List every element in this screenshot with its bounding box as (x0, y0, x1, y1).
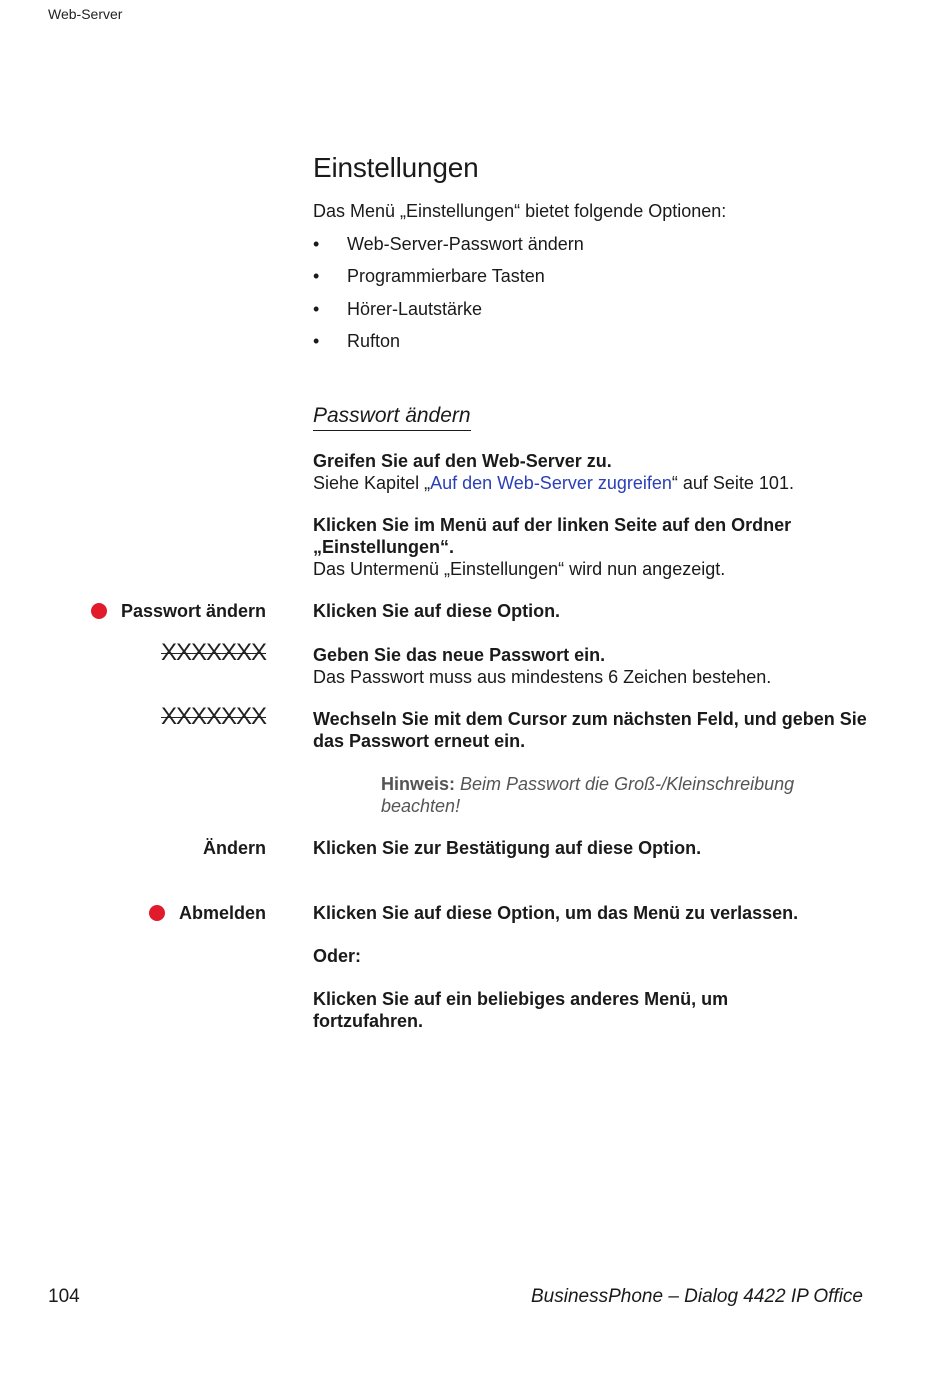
label-abmelden: Abmelden (149, 902, 266, 924)
step-instruction: Klicken Sie zur Bestätigung auf diese Option. (313, 838, 702, 858)
label-passwort-aendern: Passwort ändern (91, 600, 266, 622)
step-other-menu (313, 988, 783, 1032)
list-item: • Hörer-Lautstärke (313, 298, 873, 330)
step-click-option (313, 600, 873, 622)
step-description: Das Passwort muss aus mindestens 6 Zeichen bestehen. (313, 667, 772, 687)
list-item: • Rufton (313, 330, 873, 362)
options-list (313, 233, 873, 363)
red-dot-icon (91, 603, 107, 619)
step-instruction: Oder: (313, 946, 362, 966)
password-mask-1: XXXXXXX (160, 639, 266, 666)
running-header: Web-Server (48, 6, 123, 22)
step-instruction: Klicken Sie im Menü auf der linken Seite auf den Ordner „Einstellungen“. (313, 515, 792, 557)
step-repeat-password (313, 708, 868, 752)
step-enter-password (313, 644, 873, 688)
step-instruction: Greifen Sie auf den Web-Server zu. (313, 451, 612, 471)
page-number: 104 (48, 1286, 80, 1307)
step-description: Siehe Kapitel „Auf den Web-Server zugreifen“ auf Seite 101. (313, 473, 794, 493)
step-or (313, 945, 873, 967)
step-instruction: Klicken Sie auf diese Option, um das Menü zu verlassen. (313, 903, 799, 923)
label-aendern: Ändern (203, 838, 266, 858)
list-item: • Programmierbare Tasten (313, 265, 873, 297)
step-instruction: Wechseln Sie mit dem Cursor zum nächsten Feld, und geben Sie das Passwort erneut ein. (313, 709, 867, 751)
step-access-webserver (313, 450, 873, 494)
password-mask-2: XXXXXXX (160, 703, 266, 730)
section-title: Einstellungen (313, 152, 479, 183)
document-title: BusinessPhone – Dialog 4422 IP Office (531, 1286, 863, 1307)
step-open-folder (313, 514, 853, 580)
note (381, 773, 831, 817)
step-instruction: Klicken Sie auf diese Option. (313, 601, 561, 621)
section-intro: Das Menü „Einstellungen“ bietet folgende Optionen: (313, 201, 727, 221)
step-instruction: Geben Sie das neue Passwort ein. (313, 645, 606, 665)
chapter-link[interactable]: Auf den Web-Server zugreifen (430, 473, 672, 493)
note-text: Beim Passwort die Groß-/Kleinschreibung beachten! (381, 774, 795, 816)
step-logout (313, 902, 873, 924)
step-description: Das Untermenü „Einstellungen“ wird nun angezeigt. (313, 559, 726, 579)
step-confirm (313, 837, 873, 859)
subsection-title: Passwort ändern (313, 404, 471, 431)
red-dot-icon (149, 905, 165, 921)
list-item: • Web-Server-Passwort ändern (313, 233, 873, 265)
note-label: Hinweis: (381, 774, 456, 794)
step-instruction: Klicken Sie auf ein beliebiges anderes Menü, um fortzufahren. (313, 989, 729, 1031)
